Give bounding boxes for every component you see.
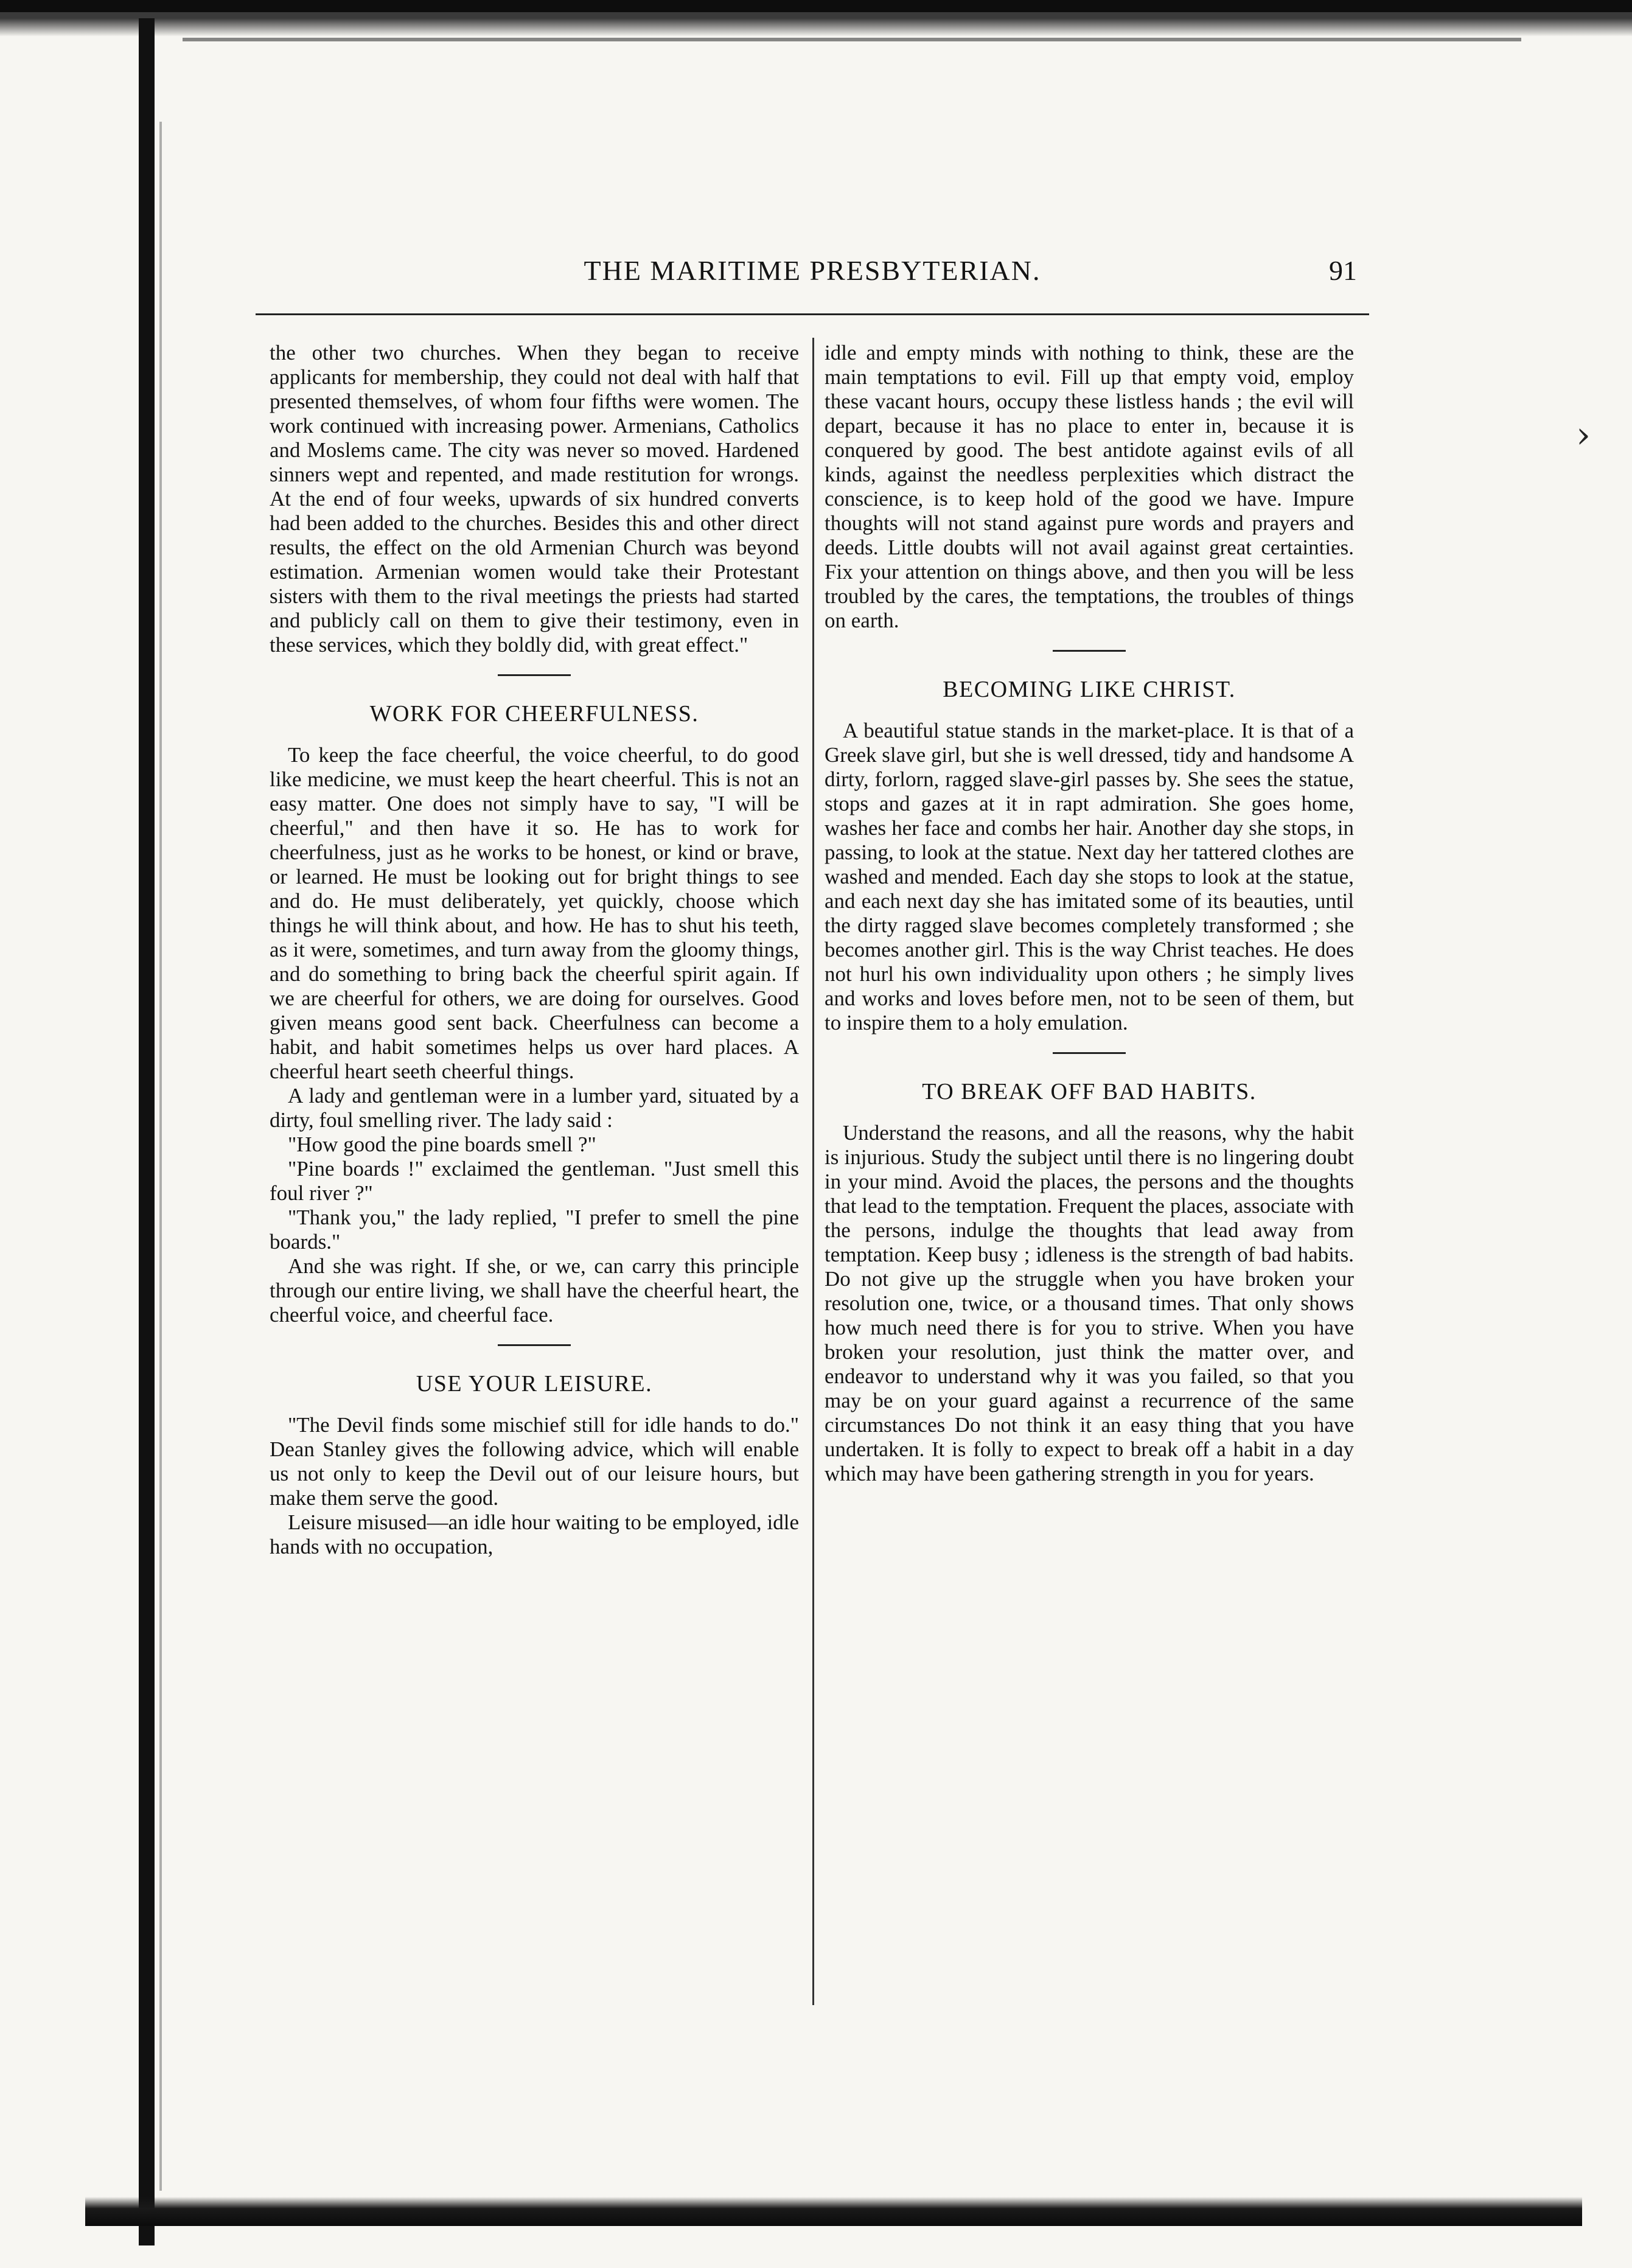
paragraph: "The Devil finds some mischief still for idle hands to do." Dean Stanley gives the following advice, which will enable us not only to keep the Devil out of our leisure hours, but make them serve the good.: [270, 1413, 799, 1510]
left-column: [270, 341, 799, 1559]
paragraph: And she was right. If she, or we, can carry this principle through our entire living, we shall have the cheerful heart, the cheerful voice, and cheerful face.: [270, 1254, 799, 1327]
right-column: [825, 341, 1354, 1486]
page-number: 91: [1329, 255, 1357, 286]
paragraph: A lady and gentleman were in a lumber yard, situated by a dirty, foul smelling river. The lady said :: [270, 1084, 799, 1132]
header-rule: [256, 313, 1369, 315]
paragraph: "Pine boards !" exclaimed the gentleman. "Just smell this foul river ?": [270, 1157, 799, 1205]
heading-work-for-cheerfulness: WORK FOR CHEERFULNESS.: [369, 701, 699, 727]
continued-paragraph: the other two churches. When they began to receive applicants for membership, they could not deal with half that presented themselves, of whom four fifths were women. The work continued with increasing power. Armenians, Catholics and Moslems came. The city was never so moved. Hardened sinners wept and repented, and made restitution for wrongs. At the end of four weeks, upwards of six hundred converts had been added to the churches. Besides this and other direct results, the effect on the old Armenian Church was beyond estimation. Armenian women would take their Protestant sisters with them to the rival meetings the priests had started and publicly call on them to give their testimony, even in these services, which they boldly did, with great effect.": [270, 341, 799, 657]
column-divider: [812, 338, 814, 2005]
paragraph: Understand the reasons, and all the reasons, why the habit is injurious. Study the subject until there is no lingering doubt in your mind. Avoid the places, the persons and the thoughts that lead to the temptation. Frequent the places, associate with the persons, indulge the thoughts that lead away from temptation. Keep busy ; idleness is the strength of bad habits. Do not give up the struggle when you have broken your resolution one, twice, or a thousand times. That only shows how much need there is for you to strive. When you have broken your resolution, just think the matter over, and endeavor to understand why it was you failed, so that you may be on your guard against a recurrence of the same circumstances Do not think it an easy thing that you have undertaken. It is folly to expect to break off a habit in a day which may have been gathering strength in you for years.: [825, 1121, 1354, 1485]
paragraph: Leisure misused—an idle hour waiting to be employed, idle hands with no occupation,: [270, 1510, 799, 1558]
heading-to-break-off-bad-habits: TO BREAK OFF BAD HABITS.: [922, 1079, 1257, 1104]
section-separator: [1053, 1052, 1126, 1054]
scan-streak-top: [183, 38, 1521, 41]
heading-becoming-like-christ: BECOMING LIKE CHRIST.: [943, 677, 1236, 702]
section-separator: [1053, 650, 1126, 652]
paragraph: "How good the pine boards smell ?": [288, 1132, 596, 1156]
publication-title: THE MARITIME PRESBYTERIAN.: [584, 255, 1041, 286]
running-header: [268, 249, 1357, 298]
paragraph: A beautiful statue stands in the market-place. It is that of a Greek slave girl, but she is well dressed, tidy and handsome A dirty, forlorn, ragged slave-girl passes by. She sees the statue, stops and gazes at it in rapt admiration. She goes home, washes her face and combs her hair. Another day she stops, in passing, to look at the statue. Next day her tattered clothes are washed and mended. Each day she stops to look at the statue, and each next day she has imitated some of its beauties, until the dirty ragged slave becomes completely transformed ; she becomes another girl. This is the way Christ teaches. He does not hurl his own individuality upon others ; he simply lives and works and loves before men, not to be seen of them, but to inspire them to a holy emulation.: [825, 719, 1354, 1035]
scan-edge-bottom: [85, 2197, 1582, 2226]
scan-edge-top: [0, 0, 1632, 37]
heading-use-your-leisure: USE YOUR LEISURE.: [416, 1371, 653, 1397]
margin-mark-right-chevron: ›: [1576, 414, 1591, 456]
scan-streak-left: [159, 122, 162, 2191]
scan-edge-left: [139, 18, 155, 2245]
continued-paragraph: idle and empty minds with nothing to think, these are the main temptations to evil. Fill up that empty void, employ these vacant hours, occupy these listless hands ; the evil will depart, because it has no place to enter in, because it is conquered by good. The best antidote against evils of all kinds, against the needless perplexities which distract the conscience, is to keep hold of the good we have. Impure thoughts will not stand against pure words and prayers and deeds. Little doubts will not avail against great certainties. Fix your attention on things above, and then you will be less troubled by the cares, the temptations, the troubles of things on earth.: [825, 341, 1354, 632]
section-separator: [498, 674, 571, 676]
paragraph: "Thank you," the lady replied, "I prefer to smell the pine boards.": [270, 1206, 799, 1254]
section-separator: [498, 1344, 571, 1346]
paragraph: To keep the face cheerful, the voice cheerful, to do good like medicine, we must keep the heart cheerful. This is not an easy matter. One does not simply have to say, "I will be cheerful," and then have it so. He has to work for cheerfulness, just as he works to be honest, or kind or brave, or learned. He must be looking out for bright things to see and do. He must deliberately, yet quickly, choose which things he will think about, and how. He has to shut his teeth, as it were, sometimes, and turn away from the gloomy things, and do something to bring back the cheerful spirit again. If we are cheerful for others, we are doing for ourselves. Good given means good sent back. Cheerfulness can become a habit, and habit sometimes helps us over hard places. A cheerful heart seeth cheerful things.: [270, 743, 799, 1083]
